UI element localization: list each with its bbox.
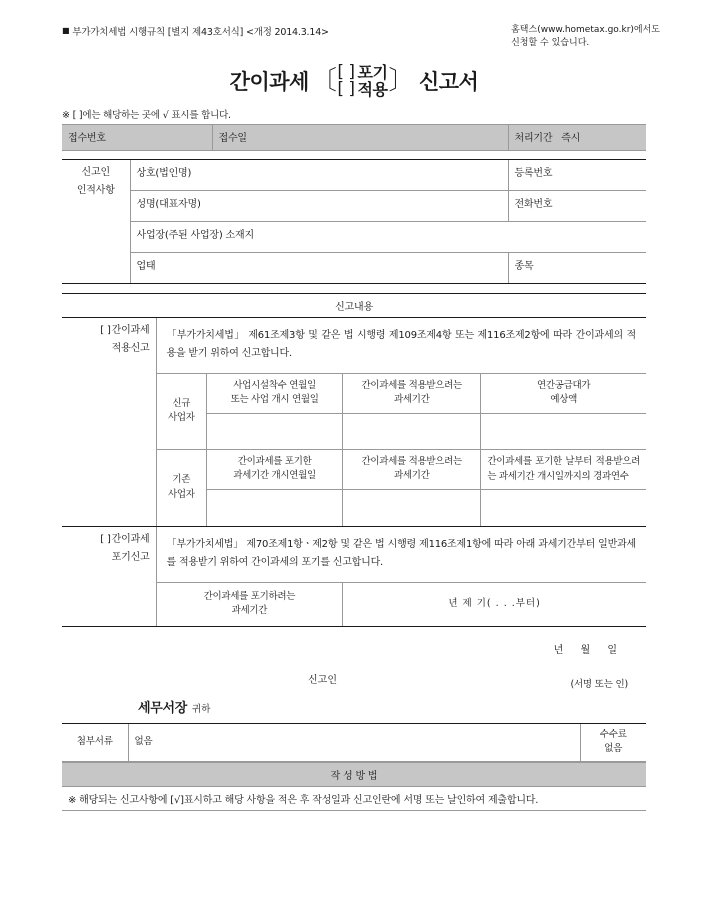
waive-period-table: [157, 582, 647, 627]
processing-period-cell: [508, 124, 646, 150]
existing-business-label-line-2: 사업자: [167, 488, 195, 500]
apply-section-table: [62, 318, 646, 527]
address-label: 사업장(주된 사업장) 소재지: [136, 229, 254, 241]
existing-business-col2-header: [343, 449, 481, 489]
new-business-label-line-2: 사업자: [167, 412, 195, 424]
business-type-label: 업태: [136, 260, 156, 272]
waive-label-row-1: [68, 531, 150, 550]
bracket-left: 〔: [310, 65, 337, 96]
title-option-row-2: [337, 81, 387, 98]
hometax-line-2: 신청할 수 있습니다.: [511, 38, 590, 49]
checkbox-apply-section[interactable]: [ ]: [100, 324, 111, 336]
processing-period-label: 처리기간: [514, 132, 553, 144]
title-option-1-label: 포기: [357, 62, 388, 82]
tax-office-suffix: 귀하: [192, 704, 211, 716]
new-business-col2-header: [343, 373, 481, 413]
checkbox-waive[interactable]: [ ]: [337, 62, 355, 83]
receipt-date-label: 접수일: [218, 132, 247, 144]
howto-instruction: ※ 해당되는 신고사항에 [√]표시하고 해당 사항을 적은 후 작성일과 신고인란에 서명 또는 날인하여 제출합니다.: [62, 786, 646, 810]
content-band-table: [62, 293, 646, 318]
new-business-col3-line-2: 예상액: [550, 394, 577, 406]
receipt-number-cell[interactable]: [62, 124, 212, 150]
existing-business-col1-input[interactable]: [207, 490, 343, 526]
new-business-col3-line-1: 연간공급대가: [537, 380, 591, 391]
apply-label-line-1: 간이과세: [111, 324, 150, 336]
existing-business-label-line-1: 기존: [172, 474, 191, 486]
title-option-brackets: [311, 64, 414, 99]
waive-section-body: [156, 527, 646, 627]
apply-section-label: [62, 318, 156, 526]
title-option-2-label: 적용: [357, 79, 388, 99]
existing-business-col3-header: 간이과세를 포기한 날부터 적용받으려는 과세기간 개시일까지의 경과연수: [481, 449, 646, 489]
existing-business-col1-header: [207, 449, 343, 489]
howto-title: 작 성 방 법: [62, 762, 646, 786]
business-name-cell[interactable]: [130, 159, 508, 190]
new-business-col3-header: [481, 373, 646, 413]
waive-label-line-2: 포기신고: [111, 552, 150, 564]
apply-legal-paragraph: 「부가가치세법」 제61조제3항 및 같은 법 시행령 제109조제4항 또는 제116조제2항에 따라 간이과세의 적용을 받기 위하여 신고합니다.: [166, 329, 636, 360]
page-header: [0, 0, 708, 50]
existing-business-col2-input[interactable]: [343, 490, 481, 526]
business-item-label: 종목: [514, 260, 534, 272]
hometax-notice: [511, 24, 660, 50]
phone-cell[interactable]: [508, 190, 646, 221]
new-business-col3-input[interactable]: [481, 413, 646, 449]
title-option-stack: [337, 64, 387, 99]
existing-business-col2-line-1: 간이과세를 적용받으려는: [361, 456, 462, 468]
bullet-square-icon: ■: [62, 26, 70, 35]
business-type-cell[interactable]: [130, 252, 508, 283]
waive-section-label: [62, 527, 156, 627]
form-reference: [62, 24, 329, 38]
applicant-table: [62, 159, 646, 284]
applicant-label-line-2: 인적사항: [76, 184, 115, 196]
waive-period-input[interactable]: 년 제 기( . . .부터): [343, 582, 646, 626]
phone-label: 전화번호: [514, 198, 553, 210]
new-business-col2-input[interactable]: [343, 413, 481, 449]
business-item-cell[interactable]: [508, 252, 646, 283]
apply-label-row-1: [68, 322, 150, 341]
apply-detail-table: [157, 373, 647, 526]
new-business-col1-input[interactable]: [207, 413, 343, 449]
form-reference-text: 부가가치세법 시행규칙 [별지 제43호서식] <개정 2014.3.14>: [72, 27, 329, 38]
new-business-col2-line-1: 간이과세를 적용받으려는: [361, 380, 462, 391]
waive-period-label-line-1: 간이과세를 포기하려는: [203, 591, 296, 603]
registration-number-label: 등록번호: [514, 167, 553, 179]
howto-table: [62, 762, 646, 811]
apply-section-body: [156, 318, 646, 526]
checkbox-waive-section[interactable]: [ ]: [100, 533, 111, 545]
representative-cell[interactable]: [130, 190, 508, 221]
receipt-date-cell[interactable]: [212, 124, 508, 150]
existing-business-col1-line-2: 과세기간 개시연월일: [233, 470, 316, 482]
hometax-line-1: 홈택스(www.hometax.go.kr)에서도: [511, 25, 660, 35]
title-tail-text: 신고서: [418, 70, 479, 95]
receipt-number-label: 접수번호: [68, 132, 106, 144]
new-business-row-label: [157, 373, 207, 449]
signature-date-line[interactable]: 년 월 일: [553, 645, 624, 657]
new-business-col1-header: [207, 373, 343, 413]
content-band-title: 신고내용: [62, 293, 646, 317]
title-main-text: 간이과세: [229, 70, 309, 95]
applicant-section-label: [62, 159, 130, 283]
processing-period-value: 즉시: [561, 132, 581, 144]
fee-label: 수수료: [599, 729, 627, 741]
attachment-label: 첨부서류: [62, 724, 128, 762]
existing-business-col3-input[interactable]: [481, 490, 646, 526]
declarant-label: 신고인: [308, 675, 337, 687]
apply-label-line-2: 적용신고: [111, 343, 150, 355]
waive-label-line-1: 간이과세: [111, 533, 150, 545]
existing-business-col1-line-1: 간이과세를 포기한: [237, 456, 312, 468]
checkbox-instruction-note: ※ [ ]에는 해당하는 곳에 √ 표시를 합니다.: [62, 109, 231, 121]
existing-business-col2-line-2: 과세기간: [393, 470, 430, 482]
receipt-table: [62, 124, 646, 151]
signature-area: [62, 627, 646, 723]
waive-section-table: [62, 527, 646, 628]
waive-legal-paragraph: 「부가가치세법」 제70조제1항ㆍ제2항 및 같은 법 시행령 제116조제1항에 따라 아래 과세기간부터 일반과세를 적용받기 위하여 간이과세의 포기를 신고합니다.: [166, 538, 636, 569]
existing-business-row-label: [157, 449, 207, 525]
new-business-label-line-1: 신규: [172, 398, 191, 409]
bracket-right: 〕: [388, 65, 414, 96]
new-business-col1-line-1: 사업시설착수 연월일: [233, 380, 316, 391]
footer-table: [62, 723, 646, 762]
waive-period-label-line-2: 과세기간: [231, 605, 268, 617]
tax-office-line: [138, 697, 210, 716]
signature-mark-label[interactable]: (서명 또는 인): [570, 679, 628, 691]
fee-cell: [580, 724, 646, 762]
form-title: [230, 64, 479, 99]
waive-period-label: [157, 582, 343, 626]
applicant-label-line-1: 신고인: [81, 166, 110, 178]
checkbox-apply[interactable]: [ ]: [337, 79, 355, 100]
registration-number-cell[interactable]: [508, 159, 646, 190]
business-name-label: 상호(법인명): [136, 167, 192, 179]
address-cell[interactable]: [130, 221, 646, 252]
fee-value: 없음: [604, 743, 623, 755]
representative-label: 성명(대표자명): [136, 198, 201, 210]
new-business-col2-line-2: 과세기간: [393, 394, 430, 406]
attachment-value: 없음: [128, 724, 580, 762]
title-block: [0, 64, 708, 99]
tax-office-label: 세무서장: [138, 701, 188, 717]
new-business-col1-line-2: 또는 사업 개시 연월일: [230, 394, 319, 406]
